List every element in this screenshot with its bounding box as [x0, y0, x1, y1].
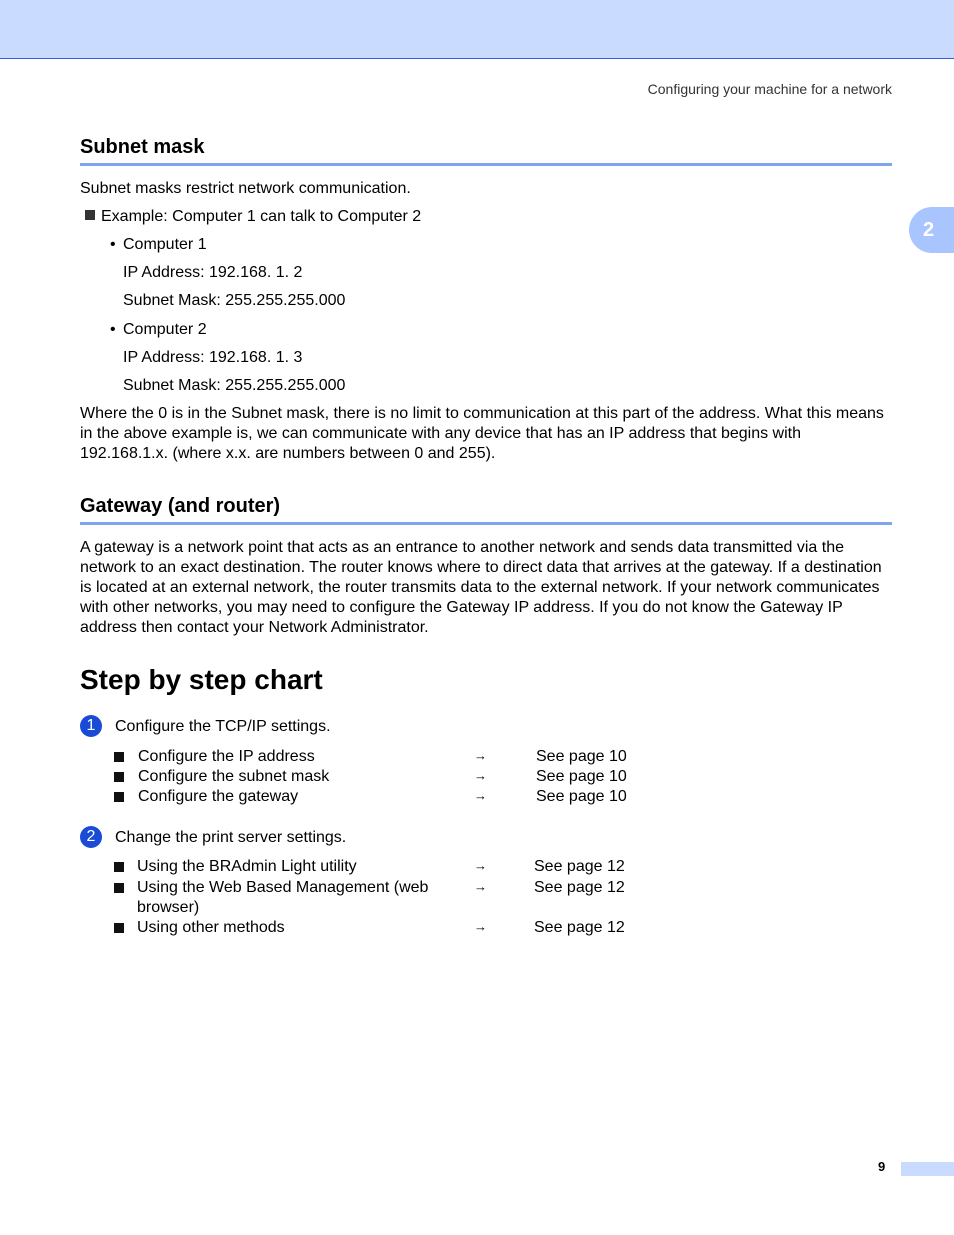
gateway-heading: Gateway (and router) — [80, 495, 892, 525]
step-2-row-3-label: Using other methods — [137, 919, 285, 936]
square-bullet-icon — [114, 883, 124, 893]
arrow-icon: → — [474, 768, 487, 783]
computer1-ip: IP Address: 192.168. 1. 2 — [123, 264, 303, 281]
step-1-title: Configure the TCP/IP settings. — [115, 718, 331, 735]
square-bullet-icon — [114, 752, 124, 762]
chart-heading: Step by step chart — [80, 664, 323, 695]
step-1-row-3-label: Configure the gateway — [138, 788, 299, 805]
step-2-row-1-label: Using the BRAdmin Light utility — [137, 858, 357, 875]
square-bullet-icon — [85, 210, 95, 220]
step-1-row-3-ref[interactable]: See page 10 — [536, 788, 627, 805]
step-2-title: Change the print server settings. — [115, 829, 347, 846]
step-2-row-2-label-line1: Using the Web Based Management (web — [137, 879, 429, 896]
subnet-explanation: Where the 0 is in the Subnet mask, there is no limit to communication at this part of the address. What this means in the above example is, we can communicate with any device that has an IP address that begins with 192.168.1.x. (where x.x. are numbers between 0 and 255). — [80, 405, 884, 462]
page-number-bar — [901, 1162, 954, 1176]
gateway-body: A gateway is a network point that acts as an entrance to another network and sends data transmitted via the network to an exact destination. The router knows where to direct data that arrives at the gateway. If a destination is located at an external network, the router transmits data to the external network. If your network communicates with other networks, you may need to configure the Gateway IP address. If you do not know the Gateway IP address then contact your Network Administrator. — [80, 539, 882, 636]
computer2-ip: IP Address: 192.168. 1. 3 — [123, 349, 303, 366]
arrow-icon: → — [474, 788, 487, 803]
chapter-tab: 2 — [909, 207, 954, 253]
computer2-mask: Subnet Mask: 255.255.255.000 — [123, 377, 346, 394]
step-2-row-2-ref[interactable]: See page 12 — [534, 879, 625, 896]
step-1-row-2-ref[interactable]: See page 10 — [536, 768, 627, 785]
square-bullet-icon — [114, 862, 124, 872]
step-1-row-1-ref[interactable]: See page 10 — [536, 748, 627, 765]
example-label: Example: Computer 1 can talk to Computer 2 — [101, 208, 422, 225]
step-2-row-2-label-line2: browser) — [137, 899, 200, 916]
square-bullet-icon — [114, 792, 124, 802]
step-1-row-2-label: Configure the subnet mask — [138, 768, 330, 785]
arrow-icon: → — [474, 919, 487, 934]
arrow-icon: → — [474, 748, 487, 763]
square-bullet-icon — [114, 923, 124, 933]
step-2-row-3-ref[interactable]: See page 12 — [534, 919, 625, 936]
computer1-mask: Subnet Mask: 255.255.255.000 — [123, 292, 346, 309]
dot-bullet-icon: • — [110, 236, 116, 253]
square-bullet-icon — [114, 772, 124, 782]
dot-bullet-icon: • — [110, 321, 116, 338]
top-header-band — [0, 0, 954, 59]
arrow-icon: → — [474, 879, 487, 894]
computer1-item — [110, 235, 207, 255]
step-2-number-icon: 2 — [80, 826, 102, 848]
step-1-row-1-label: Configure the IP address — [138, 748, 315, 765]
computer2-label: Computer 2 — [123, 321, 207, 338]
running-header: Configuring your machine for a network — [647, 81, 892, 97]
computer2-item — [110, 320, 207, 340]
arrow-icon: → — [474, 858, 487, 873]
computer1-label: Computer 1 — [123, 236, 207, 253]
page-number: 9 — [878, 1159, 886, 1174]
step-1-number-icon: 1 — [80, 715, 102, 737]
example-item — [85, 207, 421, 227]
subnet-mask-heading: Subnet mask — [80, 136, 892, 166]
subnet-intro: Subnet masks restrict network communication. — [80, 180, 411, 197]
step-2-row-1-ref[interactable]: See page 12 — [534, 858, 625, 875]
